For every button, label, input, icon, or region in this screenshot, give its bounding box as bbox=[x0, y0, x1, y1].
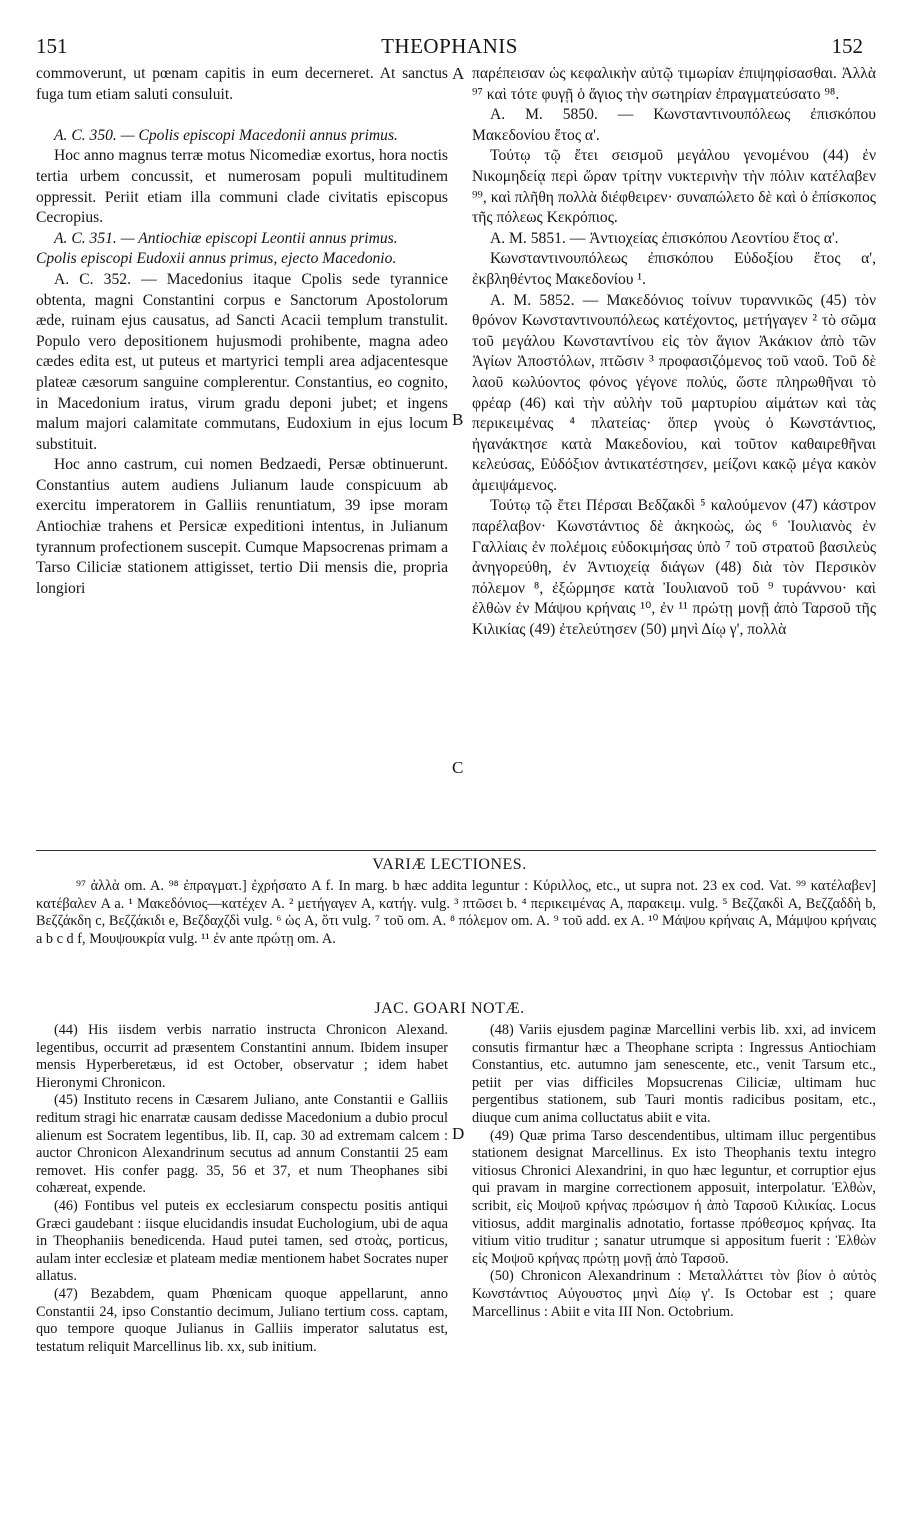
greek-paragraph: A. M. 5852. — Μακεδόνιος τοίνυν τυραννικῶς (45) τὸν θρόνον Κωνσταντινουπόλεως κατέχοντος, μετήγαγεν ² τὸ σῶμα τοῦ μεγάλου Κωνσταντίνου εἰς τὸν ἅγιον Ἀκάκιον ἀπὸ τῶν Ἁγίων Ἀποστόλων, πτῶσιν ³ προφασιζόμενος τοῦ ναοῦ. Τοῦ δὲ λαοῦ κωλύοντος φόνος γέγονε πολύς, ὥστε πληρωθῆναι τὸ φρέαρ (46) καὶ τὴν αὐλὴν τοῦ μαρτυρίου αἱμάτων καὶ τὰς περικειμένας ⁴ πλατείας· ὅπερ γνοὺς ὁ Κωνστάντιος, ἠγανάκτησε κατὰ Μακεδονίου, καὶ τοῦτον καθαιρεθῆναι κελεύσας, Εὐδόξιον ἀντικατέστησεν, μείζονι κακῷ μέγα κακὸν ἀμειψάμενος. bbox=[472, 291, 876, 494]
spacer bbox=[36, 105, 448, 126]
divider bbox=[36, 850, 876, 851]
latin-paragraph: Hoc anno magnus terræ motus Nicomediæ exortus, hora noctis tertia urbem concussit, et numerosam populi multitudinem oppressit. Periit etiam illa communi clade civitatis episcopus Cecropius. bbox=[36, 147, 448, 227]
notae-title: JAC. GOARI NOTÆ. bbox=[374, 1000, 525, 1017]
margin-letter-c: C bbox=[452, 758, 464, 777]
note-paragraph: (47) Bezabdem, quam Phœnicam quoque appellarunt, anno Constantii 24, ipso Constantio decimum, Juliano tertium coss. captam, quo tempore quoque Julianus in Galliis imperator salutatus est, testatum reliquit Marcellinus lib. xx, sub initium. bbox=[36, 1285, 448, 1355]
note-paragraph: (49) Quæ prima Tarso descendentibus, ultimam illuc pergentibus stationem designat Marcellinus. Ex isto Theophanis textu integro vitiosus Chronici Alexandrini, in quo hæc leguntur, et corruptior ejus qui pravam in margine correctionem apposuit, interpolatur. Ἐλθὼν, scribit, εἰς Μοψοῦ κρήνας πρώσιμον ἡ ἀπὸ Ταρσοῦ Κιλικίας. Locus vitiosus, addit marginalis adnotatio, fortasse πρόθεσμος κρήνας. Ita vitium vitio truditur ; sanatur utrumque si appositum fuerit : Ἐλθὼν εἰς Μοψοῦ κρήνας πρώτῃ μονῇ ἀπὸ Ταρσοῦ. bbox=[472, 1127, 876, 1267]
variae-title: VARIÆ LECTIONES. bbox=[372, 856, 527, 873]
page-number-right: 152 bbox=[831, 34, 863, 58]
note-paragraph: (46) Fontibus vel puteis ex ecclesiarum conspectu positis antiqui Græci gaudebant : iisque elucidandis insudat Euchologium, ubi de aqua in Theophaniis benedicenda. Haud putei tamen, sed στοὰς, porticus, aulam inter ecclesiæ et plateam mediæ mentionem habet Socrates nuper allatus. bbox=[36, 1197, 448, 1285]
running-title: THEOPHANIS bbox=[381, 34, 518, 58]
page-number-left: 151 bbox=[36, 34, 68, 58]
note-paragraph: (45) Instituto recens in Cæsarem Juliano, ante Constantii e Galliis reditum stragi hic enarratæ causam dedisse Macedonium a dubio procul alienum est Socratem legentibus, lib. II, cap. 30 ad extremam calcem : auctor Chronicon Alexandrinum secutus ad annum Constantii 25 eam removet. His confer pagg. 35, 56 et 37, et num Theophanes sibi cohæreat, expende. bbox=[36, 1092, 448, 1197]
notae-right-column bbox=[472, 1022, 876, 1321]
greek-paragraph: Τούτῳ τῷ ἔτει σεισμοῦ μεγάλου γενομένου (44) ἐν Νικομηδείᾳ περὶ ὥραν τρίτην νυκτερινὴν τὴν πόλιν κατέλαβεν ⁹⁹, καὶ πλῆθη πολλὰ διέφθειρεν· συναπώλετο δὲ καὶ ὁ ἐπίσκοπος τῆς πόλεως Κεκρόπιος. bbox=[472, 147, 876, 227]
note-paragraph: (48) Variis ejusdem paginæ Marcellini verbis lib. xxi, ad invicem consutis firmantur hæc a Theophane scripta : Ingressus Antiochiam Constantius, etc. autumno jam senescente, etc., venit Tarsum etc., petiit per vias difficiles Mopsucrenas Ciliciæ, ultimam huc pergentibus stationem, sub Tauri montis radicibus positam, etc., diuque cum anima colluctatus abiit e vita. bbox=[472, 1022, 876, 1126]
latin-paragraph: Hoc anno castrum, cui nomen Bedzaedi, Persæ obtinuerunt. Constantius autem audiens Julianum laude conspicuum ab exercitu imperatorem in Galliis renuntiatum, 39 ipse moram Antiochiæ trahens et Persicæ expeditioni intentus, in Julianum tyrannum profectionem suscepit. Cumque Mapsocrenas primam a Tarso Ciliciæ stationem attigisset, tertio Dii mensis die, propria longiori bbox=[36, 456, 448, 597]
running-header bbox=[36, 34, 863, 60]
latin-paragraph: commoverunt, ut pœnam capitis in eum decerneret. At sanctus fuga tum etiam saluti consuluit. bbox=[36, 65, 448, 103]
margin-letter-a: A bbox=[452, 64, 465, 83]
greek-paragraph: Τούτῳ τῷ ἔτει Πέρσαι Βεδζακδὶ ⁵ καλούμενον (47) κάστρον παρέλαβον· Κωνστάντιος δὲ ἀκηκοὼς, ὡς ⁶ Ἰουλιανὸς ἐν Γαλλίαις ἐν πολέμοις εὐδοκιμήσας ὑπὸ ⁷ τοῦ στρατοῦ βασιλεὺς ἀνηγορεύθη, ἐν Ἀντιοχείᾳ διάγων (48) διὰ τὸν Περσικὸν πόλεμον ⁸, ἐξώρμησε κατὰ Ἰουλιανοῦ τοῦ ⁹ τυράννου· καὶ ἐλθὼν ἐν Μάψου κρήναις ¹⁰, ἐν ¹¹ πρώτῃ μονῇ ἀπὸ Ταρσοῦ τῆς Κιλικίας (49) ἐτελεύτησεν (50) μηνὶ Δίῳ γ', πολλὰ bbox=[472, 497, 876, 639]
latin-paragraph: A. C. 352. — Macedonius itaque Cpolis sede tyrannice obtenta, magni Constantini corpus e Sanctorum Apostolorum æde, ruinam ejus causatus, ad Sancti Acacii templum transtulit. Populo vero depositionem hujusmodi prohibente, magna adeo cædes edita est, ut puteus et martyrici templi area adjacentesque plateæ cæsorum sanguine complerentur. Constantius, eo cognito, in Macedonium iratus, virum gradu deponi jubet; et ingens malum majori calamitate commutans, Eudoxium in ejus locum substituit. bbox=[36, 270, 448, 453]
note-paragraph: (50) Chronicon Alexandrinum : Μεταλλάττει τὸν βίον ὁ αὐτὸς Κωνστάντιος Αὐγουστος μηνὶ Δίῳ γ'. Is Octobar est ; quare Marcellinus : Abiit e vita III Non. Octobrium. bbox=[472, 1268, 876, 1320]
note-paragraph: (44) His iisdem verbis narratio instructa Chronicon Alexand. legentibus, occurrit ad præsentem Constantini annum. Ibidem insuper mensis Hyperberetæus, id est October, observatur ; idem habet Hieronymi Chronicon. bbox=[36, 1022, 448, 1091]
latin-column bbox=[36, 64, 448, 599]
greek-paragraph: παρέπεισαν ὡς κεφαλικὴν αὐτῷ τιμωρίαν ἐπιψηφίσασθαι. Ἀλλὰ ⁹⁷ καὶ τότε φυγῇ ὁ ἅγιος τὴν σωτηρίαν ἐπραγματεύσατο ⁹⁸. bbox=[472, 65, 876, 103]
greek-paragraph: A. M. 5851. — Ἀντιοχείας ἐπισκόπου Λεοντίου ἔτος α'. bbox=[490, 229, 839, 247]
variae-lectiones bbox=[36, 878, 876, 948]
greek-paragraph: Κωνσταντινουπόλεως ἐπισκόπου Εὐδοξίου ἔτος α', ἐκβληθέντος Μακεδονίου ¹. bbox=[472, 250, 876, 288]
greek-column bbox=[472, 64, 876, 641]
latin-paragraph: Cpolis episcopi Eudoxii annus primus, ejecto Macedonio. bbox=[36, 250, 397, 268]
greek-paragraph: A. M. 5850. — Κωνσταντινουπόλεως ἐπισκόπου Μακεδονίου ἔτος α'. bbox=[472, 106, 876, 144]
margin-letter-d: D bbox=[452, 1124, 465, 1143]
margin-letter-b: B bbox=[452, 410, 464, 429]
variae-text: ⁹⁷ ἀλλὰ om. A. ⁹⁸ ἐπραγματ.] ἐχρήσατο A f. In marg. b hæc addita leguntur : Κύριλλος, etc., ut supra not. 23 ex cod. Vat. ⁹⁹ κατέλαβεν] κατέβαλεν A a. ¹ Μακεδόνιος—κατέχεν A. ² μετήγαγεν A, κατήγ. vulg. ³ πτῶσει b. ⁴ περικειμένας A, παρακειμ. vulg. ⁵ Βεζζακδὶ A, Βεζζαδδὴ b, Βεζζάκδη c, Βεζζάκιδι e, Βεζδαχζδὶ vulg. ⁶ ὡς A, ὅτι vulg. ⁷ τοῦ om. A. ⁸ πόλεμον om. A. ⁹ τοῦ add. ex A. ¹⁰ Μάψου κρήναις A, Μάμψου κρήναις a b c d f, Μουψουκρία vulg. ¹¹ ἐν ante πρώτῃ om. A. bbox=[36, 878, 876, 947]
notae-left-column bbox=[36, 1022, 448, 1356]
latin-paragraph: A. C. 351. — Antiochiæ episcopi Leontii annus primus. bbox=[54, 229, 398, 247]
latin-paragraph: A. C. 350. — Cpolis episcopi Macedonii annus primus. bbox=[54, 126, 398, 144]
